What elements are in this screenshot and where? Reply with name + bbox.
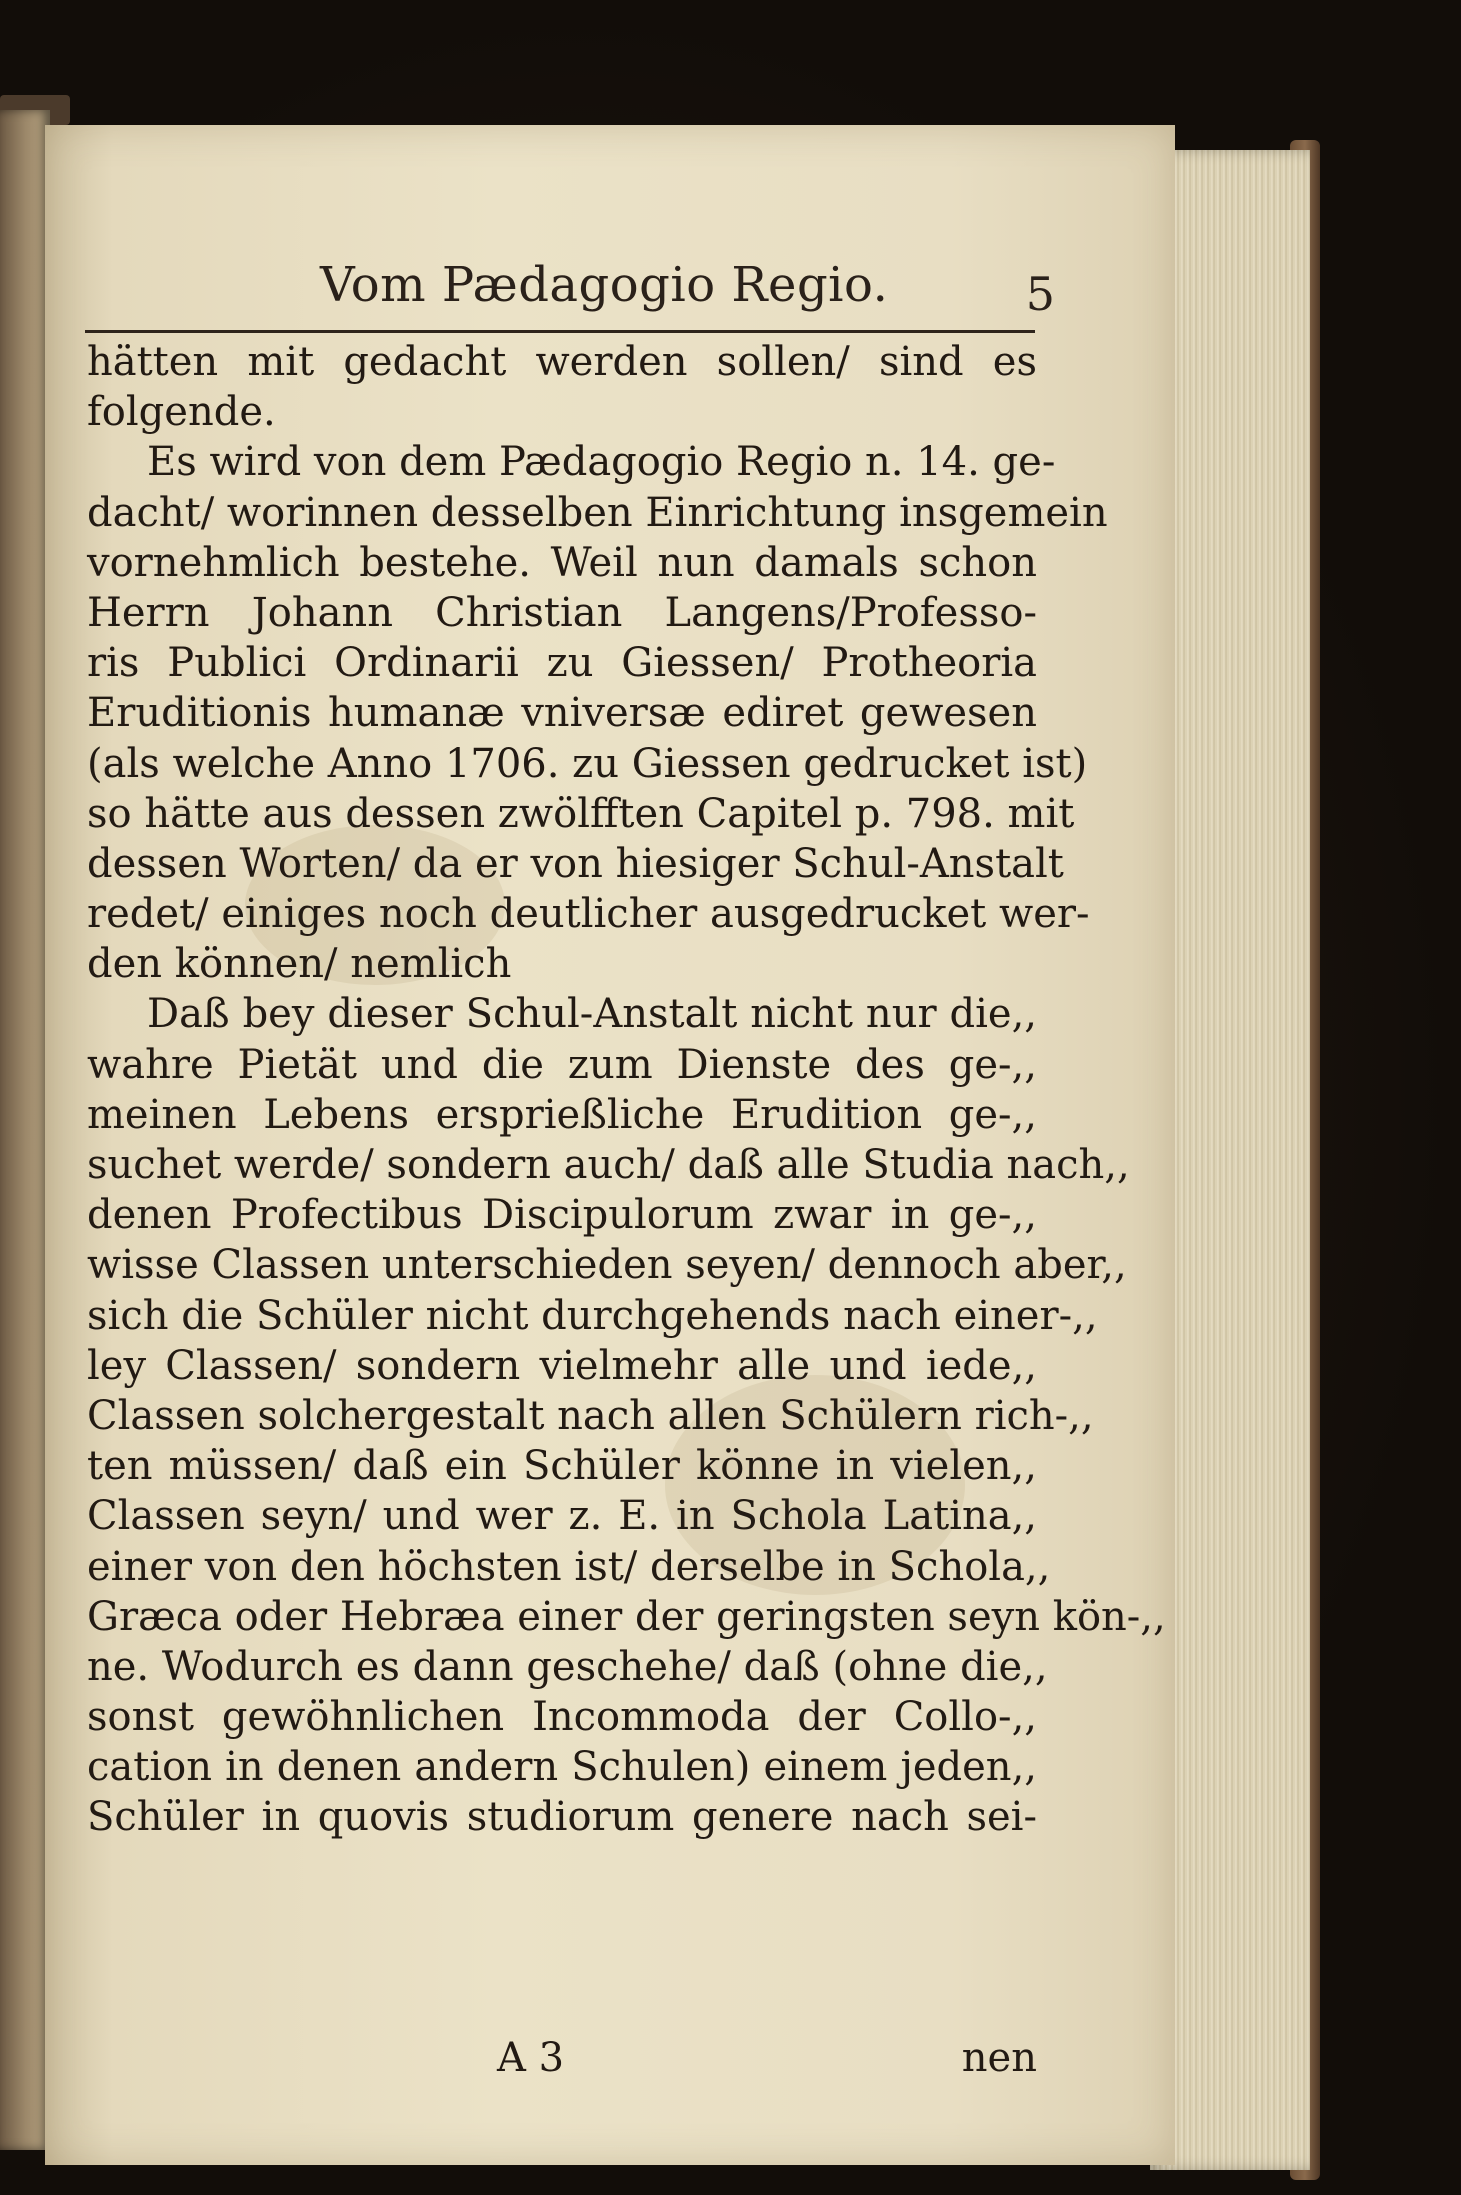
facing-page-edge — [0, 110, 50, 2150]
text-line: Classen seyn/ und wer z. E. in Schola Latina,, — [87, 1493, 1037, 1540]
text-line: so hätte aus dessen zwölfften Capitel p. 798. mit — [87, 790, 1075, 837]
signature-mark: A 3 — [497, 2035, 565, 2081]
book-page — [45, 125, 1175, 2165]
text-line: einer von den höchsten ist/ derselbe in Schola,, — [87, 1543, 1051, 1590]
running-head — [185, 257, 1055, 327]
text-line: Græca oder Hebræa einer der geringsten seyn kön-,, — [87, 1593, 1166, 1640]
text-line: suchet werde/ sondern auch/ daß alle Studia nach,, — [87, 1142, 1130, 1188]
text-line: wahre Pietät und die zum Dienste des ge-,, — [87, 1041, 1037, 1088]
text-line: folgende. — [87, 389, 276, 436]
text-line: vornehmlich bestehe. Weil nun damals schon — [87, 539, 1037, 586]
text-line: dacht/ worinnen desselben Einrichtung insgemein — [87, 489, 1108, 536]
text-line: ley Classen/ sondern vielmehr alle und iede,, — [87, 1342, 1037, 1389]
text-line: sonst gewöhnlichen Incommoda der Collo-,, — [87, 1694, 1037, 1741]
text-line: hätten mit gedacht werden sollen/ sind es — [87, 339, 1037, 385]
text-line: ne. Wodurch es dann geschehe/ daß (ohne die,, — [87, 1643, 1048, 1690]
text-line: ris Publici Ordinarii zu Giessen/ Protheoria — [87, 640, 1037, 687]
text-line: Daß bey dieser Schul-Anstalt nicht nur die,, — [147, 991, 1037, 1038]
text-line: redet/ einiges noch deutlicher ausgedrucket wer- — [87, 891, 1090, 938]
text-line: dessen Worten/ da er von hiesiger Schul-Anstalt — [87, 840, 1064, 887]
catchword: nen — [961, 2035, 1037, 2081]
page-number: 5 — [1025, 267, 1055, 321]
text-line: wisse Classen unterschieden seyen/ dennoch aber,, — [87, 1242, 1127, 1289]
text-line: Schüler in quovis studiorum genere nach sei- — [87, 1794, 1037, 1841]
signature-line — [87, 2035, 1037, 2085]
text-line: denen Profectibus Discipulorum zwar in ge-,, — [87, 1192, 1037, 1239]
text-line: ten müssen/ daß ein Schüler könne in vielen,, — [87, 1443, 1037, 1490]
text-line: Eruditionis humanæ vniversæ ediret gewesen — [87, 690, 1037, 737]
text-line: Herrn Johann Christian Langens/Professo- — [87, 589, 1037, 636]
text-line: (als welche Anno 1706. zu Giessen gedrucket ist) — [87, 740, 1088, 787]
header-rule — [85, 330, 1035, 333]
running-head-title: Vom Pædagogio Regio. — [320, 257, 889, 313]
text-line: Classen solchergestalt nach allen Schülern rich-,, — [87, 1392, 1094, 1439]
body-text — [87, 337, 1166, 1843]
text-line: sich die Schüler nicht durchgehends nach einer-,, — [87, 1292, 1098, 1339]
text-line: Es wird von dem Pædagogio Regio n. 14. ge- — [147, 439, 1056, 486]
text-line: cation in denen andern Schulen) einem jeden,, — [87, 1744, 1037, 1791]
text-line: den können/ nemlich — [87, 941, 512, 988]
text-line: meinen Lebens ersprießliche Erudition ge-,, — [87, 1091, 1037, 1138]
